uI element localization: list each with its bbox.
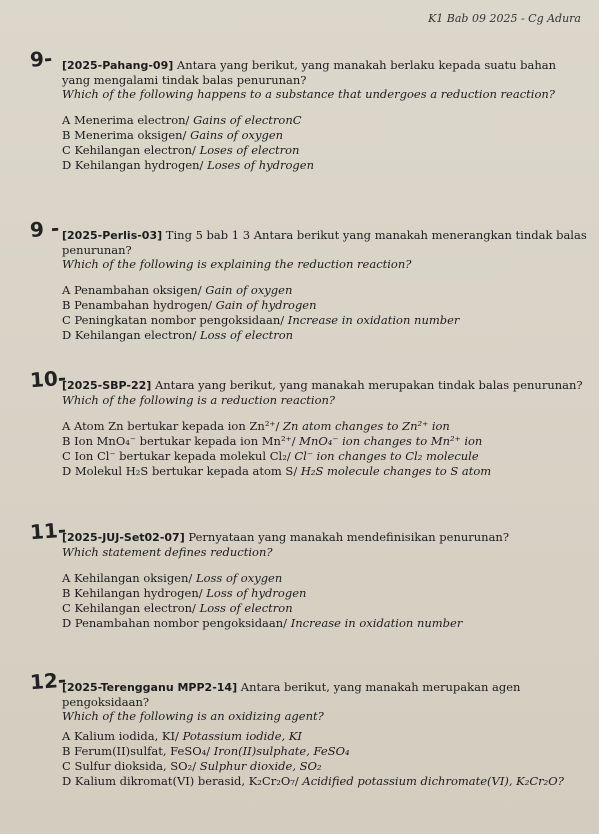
handwritten-number: 11- [29,517,67,545]
question-stem-malay: Ting 5 bab 1 3 Antara berikut yang manakah menerangkan tindak balas penurunan? [62,228,587,257]
question-tag: [2025-Perlis-03] [62,229,163,242]
option-b: B Ferum(II)sulfat, FeSO₄/ Iron(II)sulphate, FeSO₄ [62,744,350,758]
option-a: A Menerima electron/ Gains of electronC [62,113,302,127]
option-d: D Kalium dikromat(VI) berasid, K₂Cr₂O₇/ Acidified potassium dichromate(VI), K₂Cr₂O? [62,774,564,788]
handwritten-number: 9- [29,46,54,72]
option-b: B Kehilangan hydrogen/ Loss of hydrogen [62,586,307,600]
question-stem-english: Which of the following is an oxidizing agent? [62,709,324,723]
option-d: D Kehilangan electron/ Loss of electron [62,328,294,342]
handwritten-number: 10- [29,365,67,393]
option-a: A Kalium iodida, KI/ Potassium iodide, KI [62,729,302,743]
option-c: C Kehilangan electron/ Loss of electron [62,601,293,615]
question-tag: [2025-JUJ-Set02-07] [62,531,185,544]
question-block [29,667,587,789]
question-stem-malay: Antara yang berikut, yang manakah merupakan tindak balas penurunan? [151,378,583,392]
option-list [62,729,587,789]
question-stem-malay: Pernyataan yang manakah mendefinisikan penurunan? [184,530,509,544]
question-stem-english: Which statement defines reduction? [62,545,273,559]
option-b: B Penambahan hydrogen/ Gain of hydrogen [62,298,317,312]
option-c: C Ion Cl⁻ bertukar kepada molekul Cl₂/ Cl⁻ ion changes to Cl₂ molecule [62,449,479,463]
option-list [62,419,587,479]
option-b: B Menerima oksigen/ Gains of oxygen [62,128,284,142]
option-list [62,113,587,173]
option-d: D Kehilangan hydrogen/ Loses of hydrogen [62,158,314,172]
question-stem-english: Which of the following is explaining the reduction reaction? [62,257,412,271]
option-d: D Molekul H₂S bertukar kepada atom S/ H₂S molecule changes to S atom [62,464,492,478]
question-stem-malay: Antara yang berikut, yang manakah berlaku kepada suatu bahan yang mengalami tindak balas penurunan? [62,58,557,87]
option-list [62,571,587,631]
option-b: B Ion MnO₄⁻ bertukar kepada ion Mn²⁺/ MnO₄⁻ ion changes to Mn²⁺ ion [62,434,483,448]
option-c: C Sulfur dioksida, SO₂/ Sulphur dioxide, SO₂ [62,759,322,773]
option-a: A Penambahan oksigen/ Gain of oxygen [62,283,293,297]
option-a: A Atom Zn bertukar kepada ion Zn²⁺/ Zn atom changes to Zn²⁺ ion [62,419,450,433]
question-block [29,517,587,631]
question-tag: [2025-Pahang-09] [62,59,174,72]
handwritten-number: 9 - [29,216,60,242]
question-tag: [2025-Terengganu MPP2-14] [62,681,238,694]
handwritten-number: 12- [29,667,67,695]
question-block [29,365,587,479]
question-stem-english: Which of the following happens to a substance that undergoes a reduction reaction? [62,87,555,101]
option-c: C Kehilangan electron/ Loses of electron [62,143,300,157]
question-stem-malay: Antara berikut, yang manakah merupakan agen pengoksidaan? [62,680,521,709]
question-tag: [2025-SBP-22] [62,379,152,392]
page-header: K1 Bab 09 2025 - Cg Adura [428,12,581,25]
option-d: D Penambahan nombor pengoksidaan/ Increase in oxidation number [62,616,463,630]
question-block [29,216,587,343]
option-list [62,283,587,343]
option-a: A Kehilangan oksigen/ Loss of oxygen [62,571,283,585]
question-stem-english: Which of the following is a reduction reaction? [62,393,336,407]
option-c: C Peningkatan nombor pengoksidaan/ Increase in oxidation number [62,313,460,327]
question-block [29,46,587,173]
